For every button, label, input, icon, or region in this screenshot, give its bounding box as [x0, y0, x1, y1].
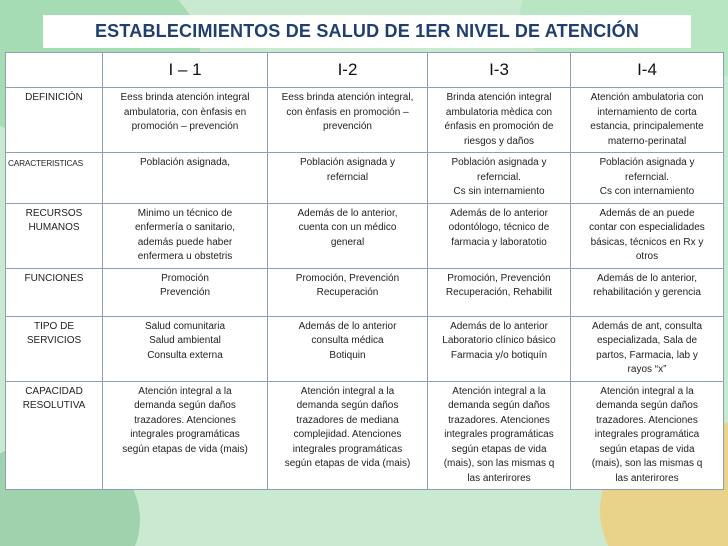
cell-line: Población asignada y	[599, 157, 695, 168]
table-cell	[571, 316, 724, 381]
cell-line: otros	[635, 251, 659, 262]
column-header-i4: I-4	[571, 53, 724, 88]
cell-line: las anterirores	[615, 472, 679, 484]
cell-line: Además de lo anterior	[298, 320, 397, 332]
row-header-line: CAPACIDAD	[25, 385, 83, 397]
column-header-i2: I-2	[268, 53, 428, 88]
table-cell	[428, 381, 571, 490]
cell-line: Salud comunitaria	[144, 320, 226, 332]
cell-line: Atención integral a la	[600, 385, 694, 397]
row-header-line: TIPO DE	[33, 320, 74, 332]
cell-line: complejidad. Atenciones	[293, 429, 402, 440]
cell-line: cuenta con un médico	[298, 222, 397, 233]
table-cell	[428, 88, 571, 153]
cell-line: demanda según daños	[596, 400, 698, 411]
cell-line: contar con especialidades	[589, 222, 705, 233]
cell-line: trazadores. Atenciones	[134, 414, 236, 426]
cell-line: Promoción	[161, 272, 209, 284]
cell-line: Población asignada,	[139, 157, 231, 168]
table-cell	[268, 381, 428, 490]
cell-line: trazadores de mediana	[296, 414, 399, 426]
cell-line: integrales programáticas	[292, 443, 403, 455]
cell-line: demanda según daños	[134, 400, 236, 411]
table-cell	[103, 381, 268, 490]
cell-line: demanda según daños	[448, 400, 550, 411]
cell-line: promoción – prevención	[131, 121, 239, 132]
cell-line: Laboratorio clínico básico	[442, 335, 556, 346]
cell-line: Cs con internamiento	[599, 186, 695, 197]
cell-line: Recuperación, Rehabilit	[445, 287, 553, 298]
cell-line: Farmacia y/o botiquín	[450, 349, 548, 361]
row-header-capacidad-resolutiva	[6, 381, 103, 490]
table-row-capacidad-resolutiva	[6, 381, 724, 490]
header-row	[6, 53, 724, 88]
cell-line: con ènfasis en promoción –	[286, 106, 409, 118]
cell-line: Población asignada y	[299, 157, 396, 168]
comparison-table	[5, 52, 724, 490]
cell-line: prevención	[323, 121, 372, 132]
cell-line: materno-perinatal	[607, 135, 687, 147]
cell-line: Además de lo anterior,	[596, 272, 698, 284]
table-cell	[103, 268, 268, 316]
cell-line: Botiquin	[329, 349, 366, 361]
row-header-line: DEFINICIÓN	[25, 92, 83, 103]
cell-line: ambulatoria, con ènfasis en	[123, 106, 247, 118]
table-cell	[103, 316, 268, 381]
cell-line: estancia, principalemente	[590, 121, 704, 132]
table-cell	[571, 88, 724, 153]
cell-line: Promoción, Prevención	[447, 272, 551, 284]
cell-line: Atención integral a la	[138, 385, 232, 397]
row-header-line: CARACTERISTICAS	[8, 158, 83, 168]
table-cell	[428, 203, 571, 268]
cell-line: según etapas de vida (mais)	[122, 443, 248, 455]
cell-line: según etapas de vida	[451, 443, 547, 455]
cell-line: según etapas de vida (mais)	[284, 458, 411, 469]
cell-line: rehabilitación y gerencia	[593, 287, 701, 298]
cell-line: Además de ant, consulta	[591, 320, 703, 332]
cell-line: Cs sin internamiento	[453, 186, 545, 197]
column-header-i1: I – 1	[103, 53, 268, 88]
title-banner	[43, 15, 691, 48]
column-header-i3: I-3	[428, 53, 571, 88]
cell-line: Además de lo anterior	[450, 207, 548, 219]
cell-line: odontólogo, técnico de	[448, 222, 550, 233]
table-row-caracteristicas	[6, 153, 724, 204]
cell-line: énfasis en promoción de	[444, 121, 554, 132]
cell-line: Salud ambiental	[149, 335, 221, 346]
row-header-line: FUNCIONES	[24, 272, 84, 284]
cell-line: Atención integral a la	[300, 385, 395, 397]
table-row-funciones	[6, 268, 724, 316]
table-cell	[103, 88, 268, 153]
page-title: ESTABLECIMIENTOS DE SALUD DE 1ER NIVEL DE ATENCIÓN	[94, 21, 640, 41]
cell-line: referncial.	[477, 171, 521, 183]
table-cell	[428, 153, 571, 204]
table-cell	[103, 153, 268, 204]
cell-line: según etapas de vida	[599, 443, 695, 455]
table-cell	[268, 88, 428, 153]
cell-line: referncial	[326, 171, 369, 183]
table-cell	[268, 316, 428, 381]
table-cell	[268, 203, 428, 268]
table-cell	[268, 153, 428, 204]
cell-line: integrales programáticas	[130, 429, 240, 440]
cell-line: referncial.	[625, 171, 669, 183]
cell-line: riesgos y daños	[463, 135, 535, 147]
row-header-caracteristicas	[6, 153, 103, 204]
cell-line: integrales programática	[594, 429, 700, 440]
cell-line: Atención integral a la	[452, 385, 546, 397]
table-row-recursos-humanos	[6, 203, 724, 268]
cell-line: especializada, Sala de	[596, 335, 698, 346]
table-cell	[428, 316, 571, 381]
cell-line: trazadores. Atenciones	[596, 414, 698, 426]
row-header-recursos-humanos	[6, 203, 103, 268]
cell-line: internamiento de corta	[597, 106, 697, 118]
cell-line: Prevención	[159, 287, 211, 298]
cell-line: Eess brinda atención integral,	[281, 92, 414, 103]
row-header-definicion	[6, 88, 103, 153]
table-cell	[428, 268, 571, 316]
row-header-line: HUMANOS	[28, 222, 80, 233]
table-cell	[103, 203, 268, 268]
cell-line: además puede haber	[137, 236, 233, 248]
cell-line: trazadores. Atenciones	[448, 414, 550, 426]
table-cell	[571, 203, 724, 268]
cell-line: Además de lo anterior	[450, 320, 548, 332]
cell-line: Además de lo anterior,	[297, 207, 398, 219]
cell-line: consulta médica	[311, 335, 384, 346]
cell-line: Atención ambulatoria con	[590, 92, 704, 103]
cell-line: Promoción, Prevención	[295, 272, 400, 284]
row-header-funciones	[6, 268, 103, 316]
cell-line: Brinda atención integral	[446, 92, 552, 103]
table-cell	[571, 153, 724, 204]
cell-line: Minimo un técnico de	[137, 207, 233, 219]
table-row-definicion	[6, 88, 724, 153]
cell-line: rayos “x”	[627, 364, 667, 375]
cell-line: general	[330, 236, 365, 248]
table-row-tipo-de-servicios	[6, 316, 724, 381]
cell-line: (mais), son las mismas q	[591, 458, 703, 469]
row-header-line: RECURSOS	[25, 207, 83, 219]
row-header-line: RESOLUTIVA	[22, 400, 86, 411]
cell-line: farmacia y laboratotio	[451, 236, 547, 248]
cell-line: partos, Farmacia, lab y	[596, 349, 698, 361]
cell-line: básicas, técnicos en Rx y	[590, 236, 704, 248]
row-header-line: SERVICIOS	[26, 335, 82, 346]
cell-line: Eess brinda atención integral	[120, 92, 250, 103]
cell-line: las anterirores	[467, 472, 531, 484]
corner-header	[6, 53, 103, 88]
cell-line: integrales programáticas	[444, 429, 554, 440]
cell-line: (mais), son las mismas q	[443, 458, 555, 469]
cell-line: Recuperación	[316, 287, 379, 298]
table-cell	[571, 268, 724, 316]
cell-line: Además de an puede	[599, 207, 695, 219]
table-cell	[268, 268, 428, 316]
cell-line: ambulatoria mèdica con	[445, 106, 553, 118]
cell-line: demanda según daños	[296, 400, 399, 411]
cell-line: Población asignada y	[451, 157, 547, 168]
cell-line: enfermera u obstetris	[137, 251, 233, 262]
row-header-tipo-de-servicios	[6, 316, 103, 381]
cell-line: Consulta externa	[147, 349, 223, 361]
cell-line: enfermería o sanitario,	[134, 222, 236, 233]
table-cell	[571, 381, 724, 490]
